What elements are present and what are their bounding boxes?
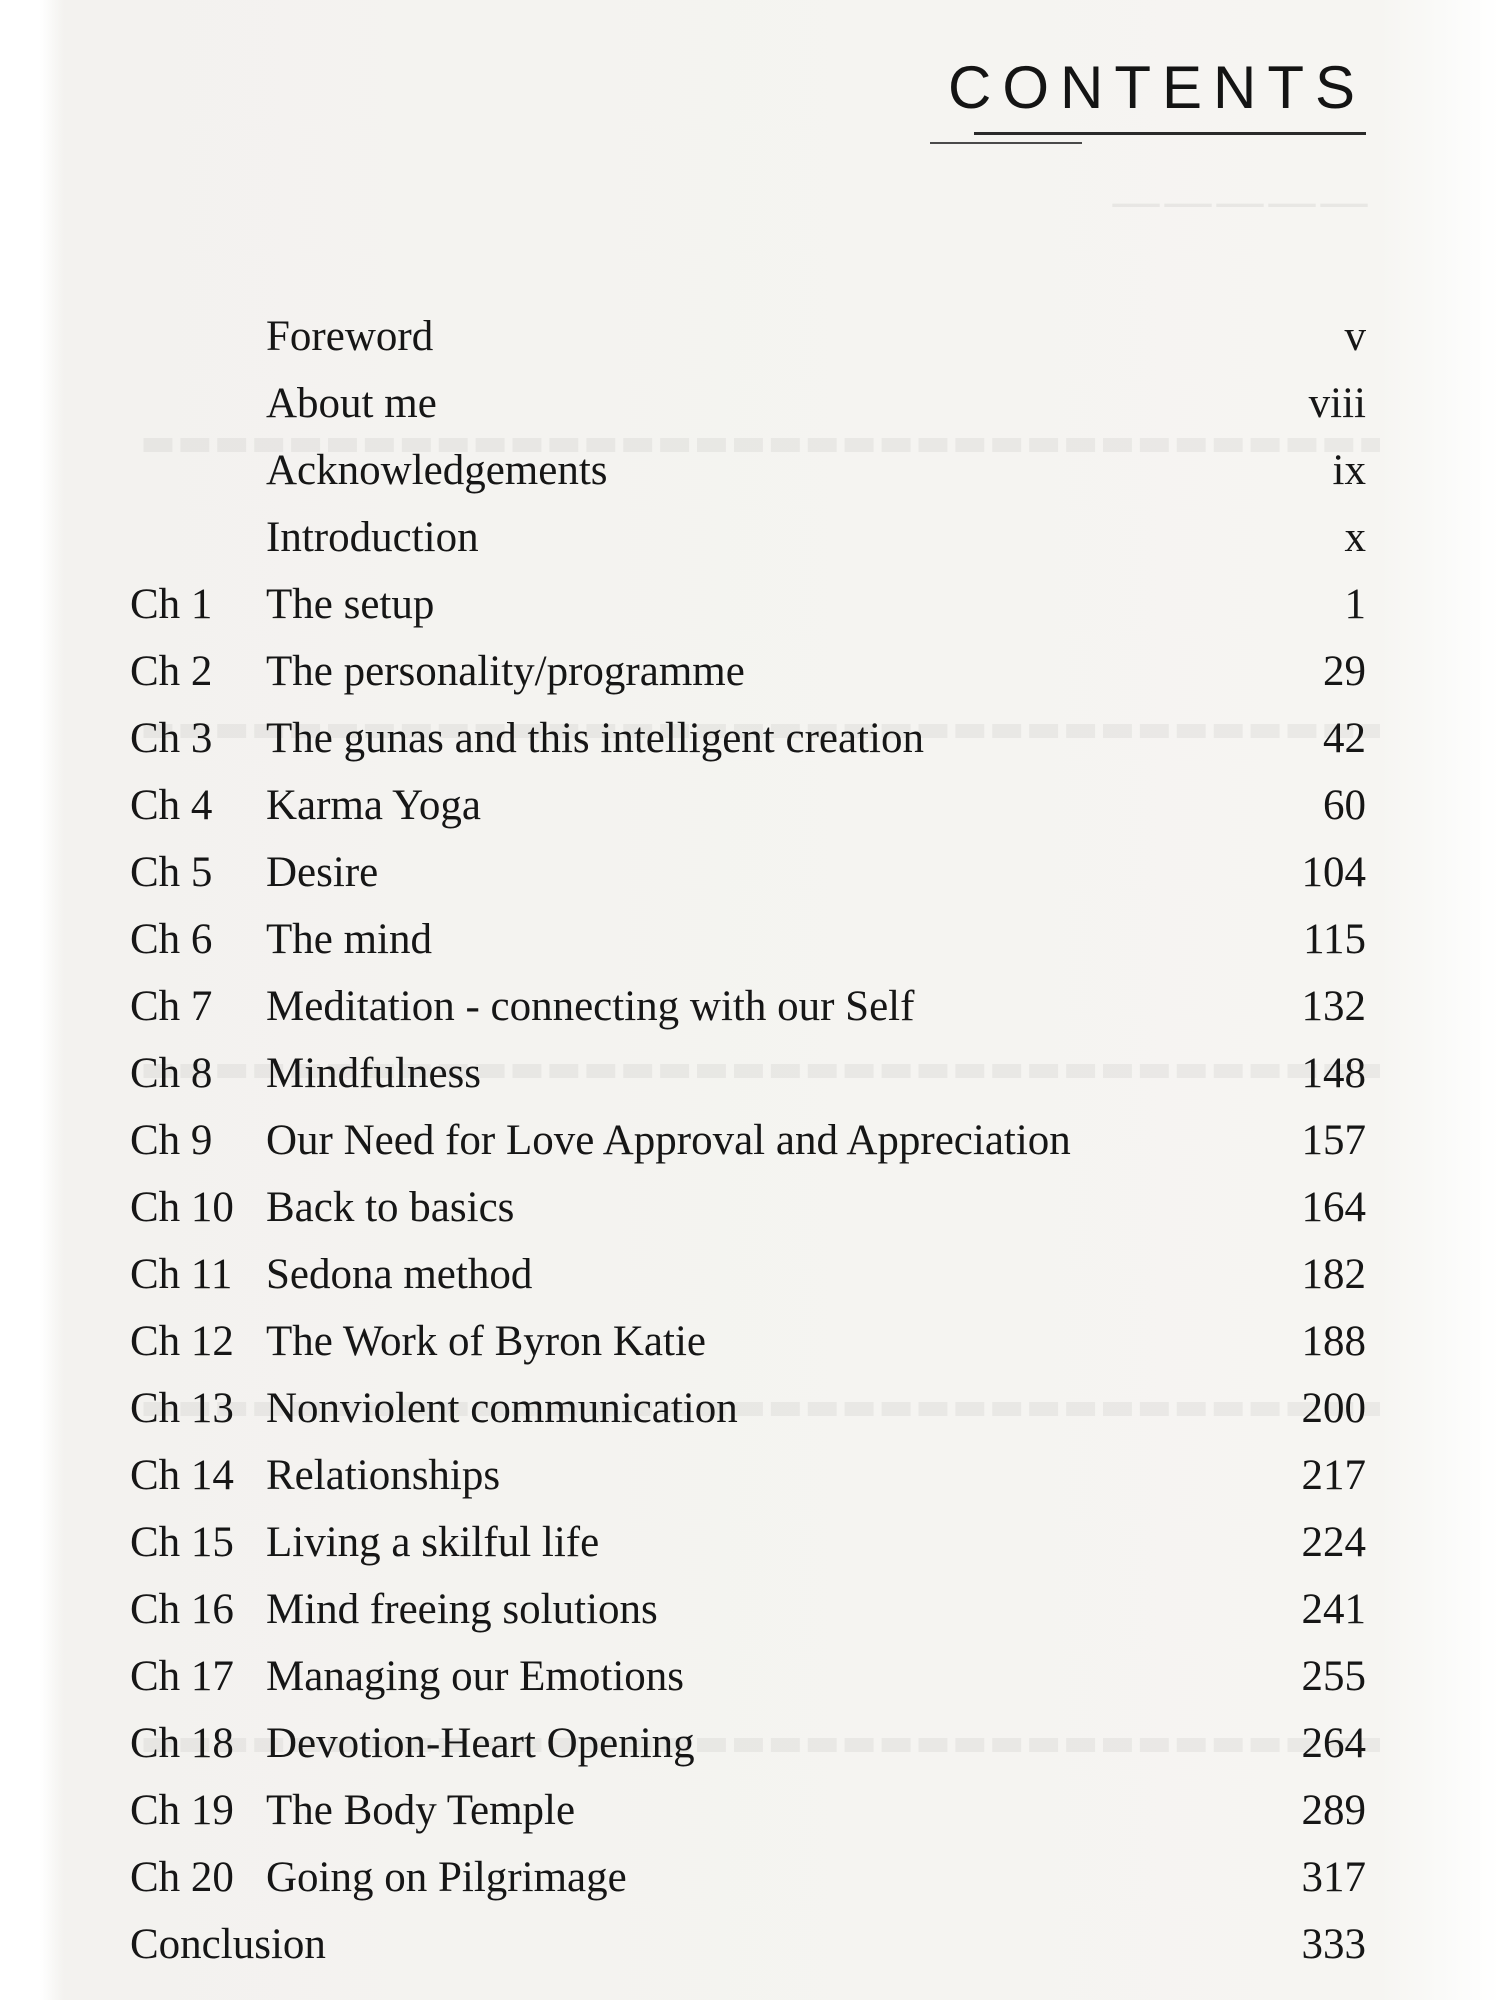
- chapter-title: The personality/programme: [266, 648, 745, 695]
- toc-entry: [0, 572, 1500, 638]
- show-through-heading: —————: [1110, 172, 1370, 232]
- chapter-title: Mindfulness: [266, 1050, 481, 1097]
- toc-entry: [0, 1242, 1500, 1308]
- chapter-number: Ch 9: [130, 1117, 213, 1164]
- chapter-title: Introduction: [266, 514, 479, 561]
- toc-entry: [0, 773, 1500, 839]
- chapter-title: Acknowledgements: [266, 447, 608, 494]
- page-number: 317: [1301, 1854, 1366, 1901]
- chapter-number: Ch 1: [130, 581, 213, 628]
- chapter-title: Our Need for Love Approval and Appreciation: [266, 1117, 1071, 1164]
- page-number: 157: [1301, 1117, 1366, 1164]
- page-number: ix: [1332, 447, 1366, 494]
- page-number: 148: [1301, 1050, 1366, 1097]
- chapter-title: Going on Pilgrimage: [266, 1854, 627, 1901]
- chapter-number: Ch 15: [130, 1519, 234, 1566]
- toc-entry: [0, 1041, 1500, 1107]
- toc-entry: [0, 706, 1500, 772]
- chapter-title: Living a skilful life: [266, 1519, 600, 1566]
- toc-entry: [0, 1376, 1500, 1442]
- chapter-title: Managing our Emotions: [266, 1653, 685, 1700]
- chapter-number: Ch 4: [130, 782, 213, 829]
- chapter-number: Ch 12: [130, 1318, 234, 1365]
- chapter-number: Ch 6: [130, 916, 213, 963]
- page-number: 104: [1301, 849, 1366, 896]
- page-number: 224: [1301, 1519, 1366, 1566]
- page-number: 29: [1323, 648, 1366, 695]
- page-number: 255: [1301, 1653, 1366, 1700]
- toc-entry: [0, 1510, 1500, 1576]
- chapter-title: The setup: [266, 581, 435, 628]
- chapter-title: Relationships: [266, 1452, 501, 1499]
- toc-entry: [0, 840, 1500, 906]
- page-number: viii: [1308, 380, 1366, 427]
- chapter-title: Meditation - connecting with our Self: [266, 983, 915, 1030]
- chapter-number: Ch 18: [130, 1720, 234, 1767]
- page-number: 188: [1301, 1318, 1366, 1365]
- page-number: 1: [1344, 581, 1366, 628]
- chapter-number: Ch 11: [130, 1251, 233, 1298]
- page-number: 182: [1301, 1251, 1366, 1298]
- chapter-title: Devotion-Heart Opening: [266, 1720, 695, 1767]
- chapter-number: Ch 13: [130, 1385, 234, 1432]
- chapter-title: The Work of Byron Katie: [266, 1318, 706, 1365]
- toc-entry: [0, 1912, 1500, 1978]
- toc-entry: [0, 907, 1500, 973]
- chapter-number: Ch 10: [130, 1184, 234, 1231]
- chapter-title: Karma Yoga: [266, 782, 481, 829]
- chapter-number: Ch 14: [130, 1452, 234, 1499]
- chapter-number: Ch 3: [130, 715, 213, 762]
- toc-entry: [0, 1577, 1500, 1643]
- toc-entry: [0, 639, 1500, 705]
- toc-entry: [0, 1443, 1500, 1509]
- chapter-number: Ch 20: [130, 1854, 234, 1901]
- toc-entry: [0, 438, 1500, 504]
- page-number: v: [1344, 313, 1366, 360]
- page-number: 164: [1301, 1184, 1366, 1231]
- toc-entry: [0, 371, 1500, 437]
- page-number: 241: [1301, 1586, 1366, 1633]
- page-number: 264: [1301, 1720, 1366, 1767]
- page-number: x: [1344, 514, 1366, 561]
- toc-entry: [0, 1309, 1500, 1375]
- chapter-title: Sedona method: [266, 1251, 533, 1298]
- chapter-title: The mind: [266, 916, 432, 963]
- page-number: 217: [1301, 1452, 1366, 1499]
- page-number: 289: [1301, 1787, 1366, 1834]
- toc-entry: [0, 304, 1500, 370]
- toc-entry: [0, 1845, 1500, 1911]
- chapter-number: Ch 7: [130, 983, 213, 1030]
- toc-entry: [0, 1778, 1500, 1844]
- chapter-number: Ch 8: [130, 1050, 213, 1097]
- chapter-title: The gunas and this intelligent creation: [266, 715, 924, 762]
- toc-entry: [0, 505, 1500, 571]
- chapter-number: Ch 2: [130, 648, 213, 695]
- chapter-number: Ch 17: [130, 1653, 234, 1700]
- page-number: 333: [1301, 1921, 1366, 1968]
- page-number: 60: [1323, 782, 1366, 829]
- toc-entry: [0, 1108, 1500, 1174]
- chapter-title: Conclusion: [130, 1921, 326, 1968]
- toc-entry: [0, 1175, 1500, 1241]
- toc-entry: [0, 974, 1500, 1040]
- chapter-number: Ch 16: [130, 1586, 234, 1633]
- chapter-title: Foreword: [266, 313, 434, 360]
- chapter-number: Ch 5: [130, 849, 213, 896]
- chapter-number: Ch 19: [130, 1787, 234, 1834]
- chapter-title: Back to basics: [266, 1184, 515, 1231]
- page-number: 42: [1323, 715, 1366, 762]
- chapter-title: Mind freeing solutions: [266, 1586, 658, 1633]
- contents-heading: CONTENTS: [948, 54, 1366, 121]
- chapter-title: Desire: [266, 849, 379, 896]
- toc-entry: [0, 1644, 1500, 1710]
- toc-entry: [0, 1711, 1500, 1777]
- chapter-title: About me: [266, 380, 437, 427]
- page-number: 200: [1301, 1385, 1366, 1432]
- page-number: 132: [1301, 983, 1366, 1030]
- chapter-title: The Body Temple: [266, 1787, 576, 1834]
- chapter-title: Nonviolent communication: [266, 1385, 738, 1432]
- page-number: 115: [1303, 916, 1366, 963]
